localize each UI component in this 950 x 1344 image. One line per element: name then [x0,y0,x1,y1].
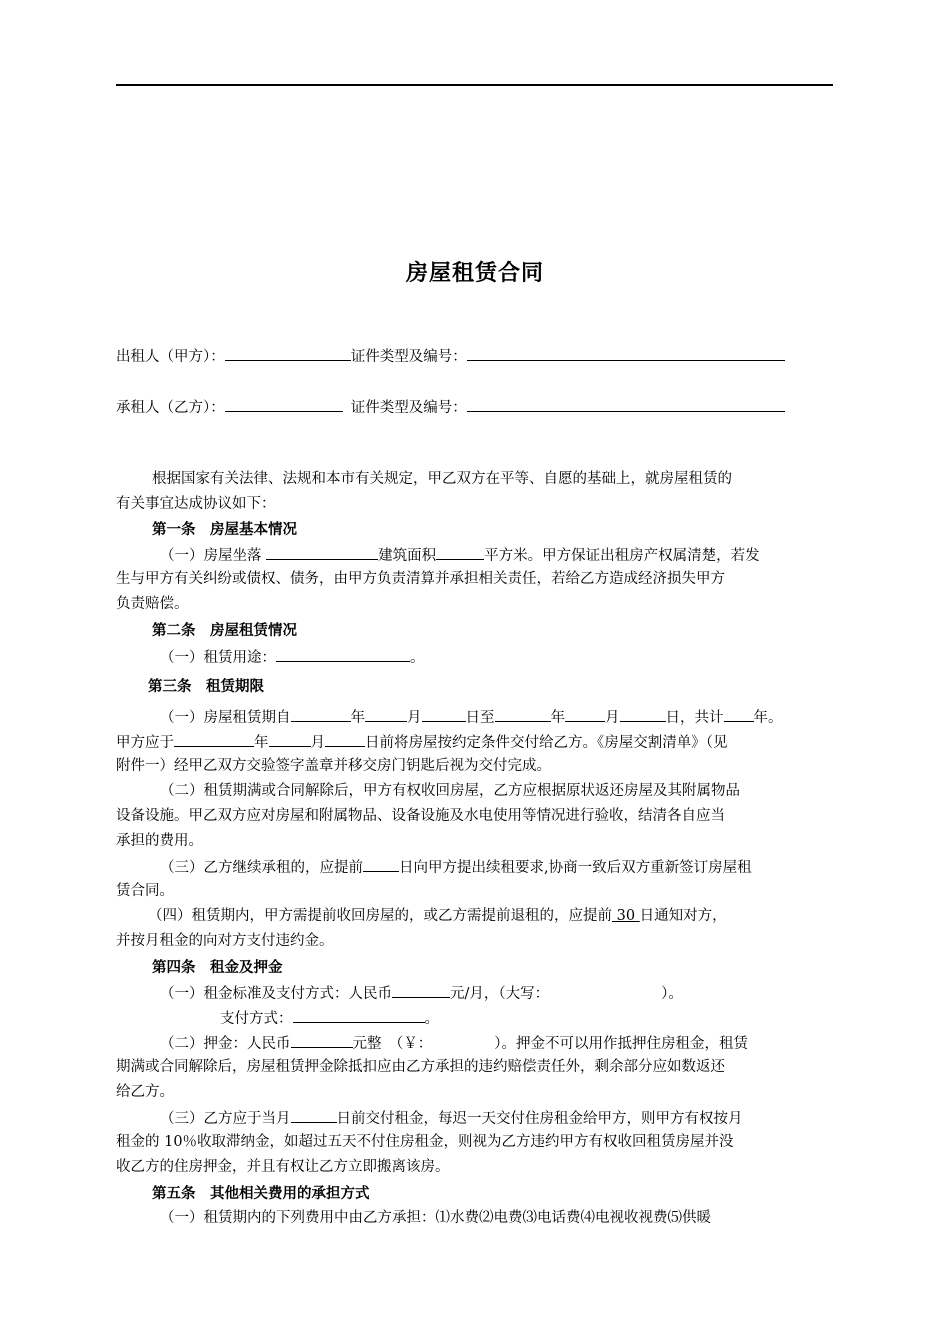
party-b-label: 承租人（乙方）： [116,400,225,416]
article-3-heading: 第三条 租赁期限 [148,678,264,695]
deposit-amount-field[interactable] [291,1030,353,1048]
article-3-p3-line-1 [160,854,752,881]
text: 日前将房屋按约定条件交付给乙方。《房屋交割清单》（见 [365,735,728,751]
text: 日至 [465,710,495,726]
header-rule [116,84,833,86]
article-4-p2-line-2: 期满或合同解除后，房屋租赁押金除抵扣应由乙方承担的违约赔偿责任外，剩余部分应如数返还 [116,1059,725,1075]
article-3-p2-line-1: （二）租赁期满或合同解除后，甲方有权收回房屋，乙方应根据原状返还房屋及其附属物品 [160,783,740,799]
delivery-month-field[interactable] [269,729,311,747]
party-a-label: 出租人（甲方）： [116,349,225,365]
article-1-line-3: 负责赔偿。 [116,596,189,612]
text: 。 [424,1011,439,1027]
article-3-p2-line-2: 设备设施。甲乙双方应对房屋和附属物品、设备设施及水电使用等情况进行验收，结清各自应当 [116,808,725,824]
article-4-p2-line-1 [160,1030,748,1057]
text: （一）房屋租赁期自 [160,710,291,726]
location-field[interactable] [266,542,378,560]
text: 月 [407,710,422,726]
text: 。 [410,650,425,666]
text: （一）租金标准及支付方式：人民币 [160,986,392,1002]
text: （三）乙方继续承租的，应提前 [160,860,363,876]
text: 年 [550,710,565,726]
rent-amount-field[interactable] [392,980,450,998]
article-3-p3-line-2: 赁合同。 [116,883,174,899]
party-a-id-field[interactable] [467,343,785,361]
party-b-line [116,394,785,421]
rent-day-field[interactable] [291,1105,337,1123]
text: 元整 （￥： [352,1036,433,1052]
article-2-line-1 [160,644,425,671]
start-day-field[interactable] [422,704,466,722]
page-title: 房屋租赁合同 [405,260,544,286]
article-5-p1-line-1: （一）租赁期内的下列费用中由乙方承担：⑴水费⑵电费⑶电话费⑷电视收视费⑸供暖 [160,1210,711,1226]
area-field[interactable] [436,542,484,560]
article-4-heading: 第四条 租金及押金 [152,959,283,976]
party-a-id-label: 证件类型及编号： [350,349,467,365]
end-day-field[interactable] [620,704,666,722]
article-3-p2-line-3: 承担的费用。 [116,833,203,849]
article-4-p3-line-2: 租金的 10％收取滞纳金，如超过五天不付住房租金，则视为乙方违约甲方有权收回租赁房屋并没 [116,1134,734,1150]
text: 年。 [753,710,783,726]
article-3-p4-line-2: 并按月租金的向对方支付违约金。 [116,933,334,949]
party-b-id-label: 证件类型及编号： [350,400,467,416]
article-4-p3-line-1 [160,1105,743,1132]
text: 日通知对方， [639,908,727,924]
notice-days-value[interactable]: 30 [612,908,640,924]
article-3-p1-line-3: 附件一）经甲乙双方交验签字盖章并移交房门钥匙后视为交付完成。 [116,758,551,774]
text: ）。押金不可以用作抵押住房租金，租赁 [494,1036,748,1052]
usage-field[interactable] [276,644,410,662]
total-years-field[interactable] [724,704,754,722]
party-b-name-field[interactable] [225,394,343,412]
article-5-heading: 第五条 其他相关费用的承担方式 [152,1185,370,1202]
text: 日向甲方提出续租要求,协商一致后双方重新签订房屋租 [399,860,752,876]
text: （三）乙方应于当月 [160,1111,291,1127]
party-a-line [116,343,785,370]
party-a-name-field[interactable] [225,343,351,361]
text: 甲方应于 [116,735,174,751]
preamble-line-1: 根据国家有关法律、法规和本市有关规定，甲乙双方在平等、自愿的基础上，就房屋租赁的 [152,471,732,487]
article-3-p1-line-2 [116,729,728,756]
article-4-p1-line-1 [160,980,683,1007]
preamble-line-2: 有关事宜达成协议如下： [116,496,276,512]
text: （二）押金：人民币 [160,1036,291,1052]
text: （四）租赁期内，甲方需提前收回房屋的，或乙方需提前退租的，应提前 [148,908,612,924]
article-4-payment-line [220,1005,439,1032]
end-month-field[interactable] [565,704,605,722]
delivery-year-field[interactable] [174,729,254,747]
text: （一）房屋坐落 [160,548,267,564]
party-b-id-field[interactable] [467,394,785,412]
text: 支付方式： [220,1011,293,1027]
renewal-days-field[interactable] [363,854,399,872]
text: 元/月，（大写： [450,986,550,1002]
payment-method-field[interactable] [293,1005,425,1023]
text: 日，共计 [665,710,724,726]
text: 月 [310,735,325,751]
start-year-field[interactable] [291,704,351,722]
article-1-line-2: 生与甲方有关纠纷或债权、债务，由甲方负责清算并承担相关责任，若给乙方造成经济损失甲方 [116,571,725,587]
text: 年 [254,735,269,751]
end-year-field[interactable] [495,704,551,722]
text: ）。 [661,986,683,1002]
start-month-field[interactable] [365,704,407,722]
text: 平方米。甲方保证出租房产权属清楚，若发 [484,548,760,564]
article-4-p2-line-3: 给乙方。 [116,1084,174,1100]
text: 日前交付租金，每迟一天交付住房租金给甲方，则甲方有权按月 [336,1111,743,1127]
article-3-p4-line-1 [148,904,727,929]
delivery-day-field[interactable] [325,729,365,747]
article-4-p3-line-3: 收乙方的住房押金，并且有权让乙方立即搬离该房。 [116,1159,450,1175]
text: （一）租赁用途： [160,650,276,666]
text: 年 [350,710,365,726]
article-1-heading: 第一条 房屋基本情况 [152,521,297,538]
text: 建筑面积 [378,548,437,564]
text: 月 [605,710,620,726]
article-3-p1-line-1 [160,704,783,731]
article-2-heading: 第二条 房屋租赁情况 [152,622,297,639]
article-1-line-1 [160,542,760,569]
